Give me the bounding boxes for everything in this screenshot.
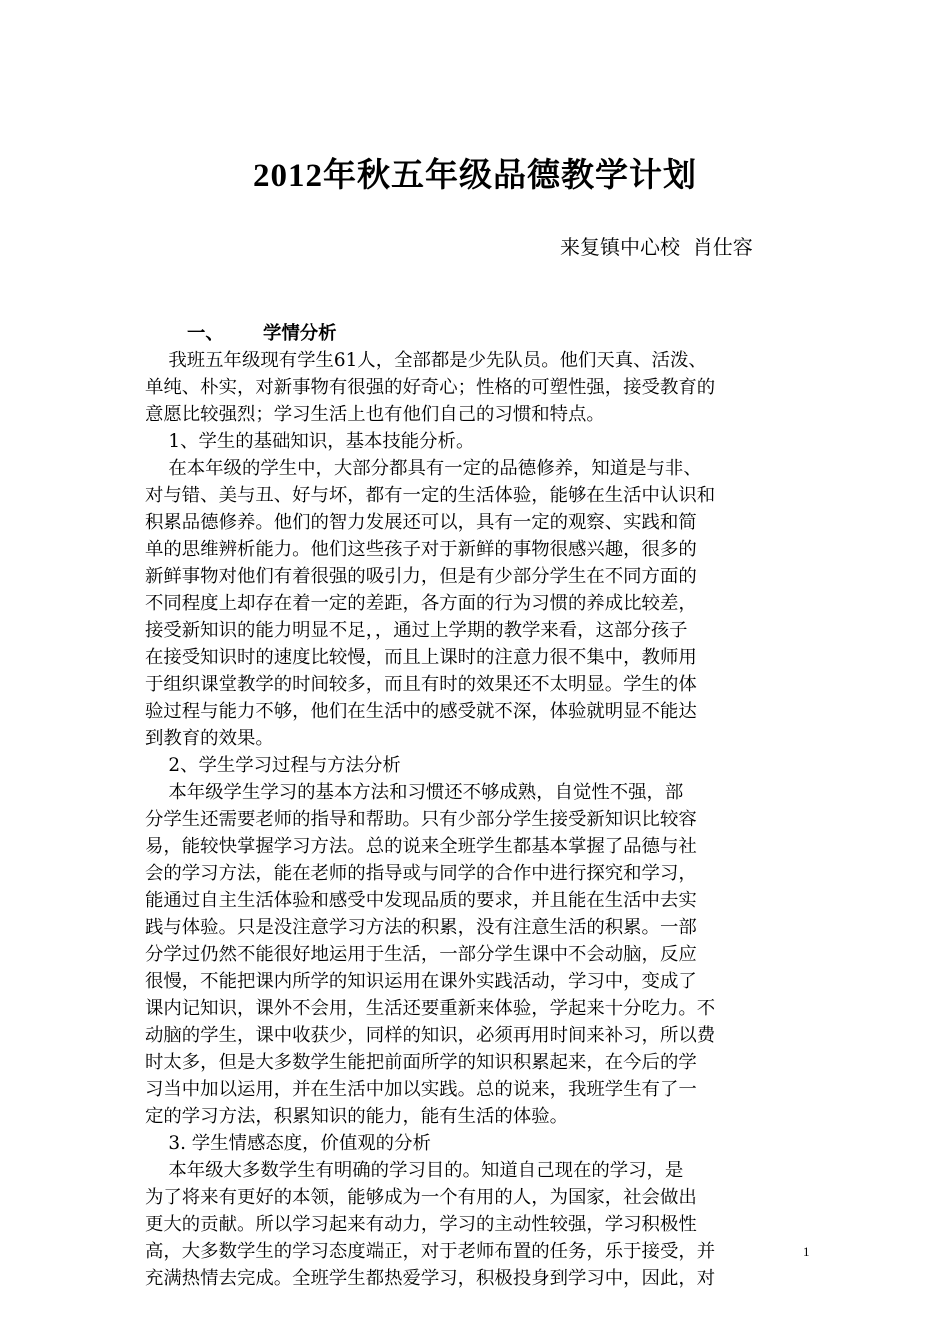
text-line: 积累品德修养。他们的智力发展还可以，具有一定的观察、实践和简: [145, 512, 697, 533]
text-line: 能通过自主生活体验和感受中发现品质的要求，并且能在生活中去实: [145, 890, 697, 911]
text-line: 在本年级的学生中，大部分都具有一定的品德修养，知道是与非、: [145, 458, 702, 479]
text-line: 定的学习方法，积累知识的能力，能有生活的体验。: [145, 1106, 568, 1127]
text-line: 分学生还需要老师的指导和帮助。只有少部分学生接受新知识比较容: [145, 809, 697, 830]
text-line: 2、学生学习过程与方法分析: [145, 755, 401, 776]
section-heading: [145, 320, 817, 347]
text-line: 分学过仍然不能很好地运用于生活，一部分学生课中不会动脑，反应: [145, 944, 697, 965]
text-line: 更大的贡献。所以学习起来有动力，学习的主动性较强，学习积极性: [145, 1214, 697, 1235]
text-line: 单纯、朴实，对新事物有很强的好奇心；性格的可塑性强，接受教育的: [145, 377, 716, 398]
text-line: 为了将来有更好的本领，能够成为一个有用的人，为国家，社会做出: [145, 1187, 697, 1208]
text-line: 课内记知识，课外不会用，生活还要重新来体验，学起来十分吃力。不: [145, 998, 716, 1019]
text-line: 高，大多数学生的学习态度端正，对于老师布置的任务，乐于接受，并: [145, 1241, 716, 1262]
page-number: 1: [803, 1244, 810, 1259]
document-body: [145, 320, 817, 1292]
text-line: 易，能较快掌握学习方法。总的说来全班学生都基本掌握了品德与社: [145, 836, 697, 857]
text-line: 本年级学生学习的基本方法和习惯还不够成熟，自觉性不强，部: [145, 782, 684, 803]
text-line: 接受新知识的能力明显不足，，通过上学期的教学来看，这部分孩子: [145, 620, 688, 641]
text-line: 于组织课堂教学的时间较多，而且有时的效果还不太明显。学生的体: [145, 674, 697, 695]
text-line: 对与错、美与丑、好与坏，都有一定的生活体验，能够在生活中认识和: [145, 485, 716, 506]
text-line: 充满热情去完成。全班学生都热爱学习，积极投身到学习中，因此，对: [145, 1268, 716, 1289]
text-line: 时太多，但是大多数学生能把前面所学的知识积累起来，在今后的学: [145, 1052, 697, 1073]
text-line: 不同程度上却存在着一定的差距，各方面的行为习惯的养成比较差，: [145, 593, 697, 614]
text-line: 动脑的学生，课中收获少，同样的知识，必须再用时间来补习，所以费: [145, 1025, 716, 1046]
document-title: 2012年秋五年级品德教学计划: [253, 158, 697, 194]
text-line: 我班五年级现有学生61人，全部都是少先队员。他们天真、活泼、: [145, 350, 707, 371]
text-line: 很慢，不能把课内所学的知识运用在课外实践活动，学习中，变成了: [145, 971, 697, 992]
paragraph-lines: [145, 347, 817, 1292]
text-line: 验过程与能力不够，他们在生活中的感受就不深，体验就明显不能达: [145, 701, 697, 722]
text-line: 3. 学生情感态度，价值观的分析: [145, 1133, 431, 1154]
text-line: 单的思维辨析能力。他们这些孩子对于新鲜的事物很感兴趣，很多的: [145, 539, 697, 560]
section-heading-text: 学情分析: [263, 323, 337, 344]
text-line: 到教育的效果。: [145, 728, 274, 749]
text-line: 践与体验。只是没注意学习方法的积累，没有注意生活的积累。一部: [145, 917, 697, 938]
text-line: 在接受知识时的速度比较慢，而且上课时的注意力很不集中，教师用: [145, 647, 697, 668]
text-line: 本年级大多数学生有明确的学习目的。知道自己现在的学习，是: [145, 1160, 684, 1181]
text-line: 会的学习方法，能在老师的指导或与同学的合作中进行探究和学习，: [145, 863, 697, 884]
text-line: 习当中加以运用，并在生活中加以实践。总的说来，我班学生有了一: [145, 1079, 697, 1100]
text-line: 新鲜事物对他们有着很强的吸引力，但是有少部分学生在不同方面的: [145, 566, 697, 587]
text-line: 1、学生的基础知识，基本技能分析。: [145, 431, 475, 452]
text-line: 意愿比较强烈；学习生活上也有他们自己的习惯和特点。: [145, 404, 605, 425]
section-number: 一、: [187, 323, 224, 344]
document-author: 来复镇中心校 肖仕容: [560, 235, 753, 259]
